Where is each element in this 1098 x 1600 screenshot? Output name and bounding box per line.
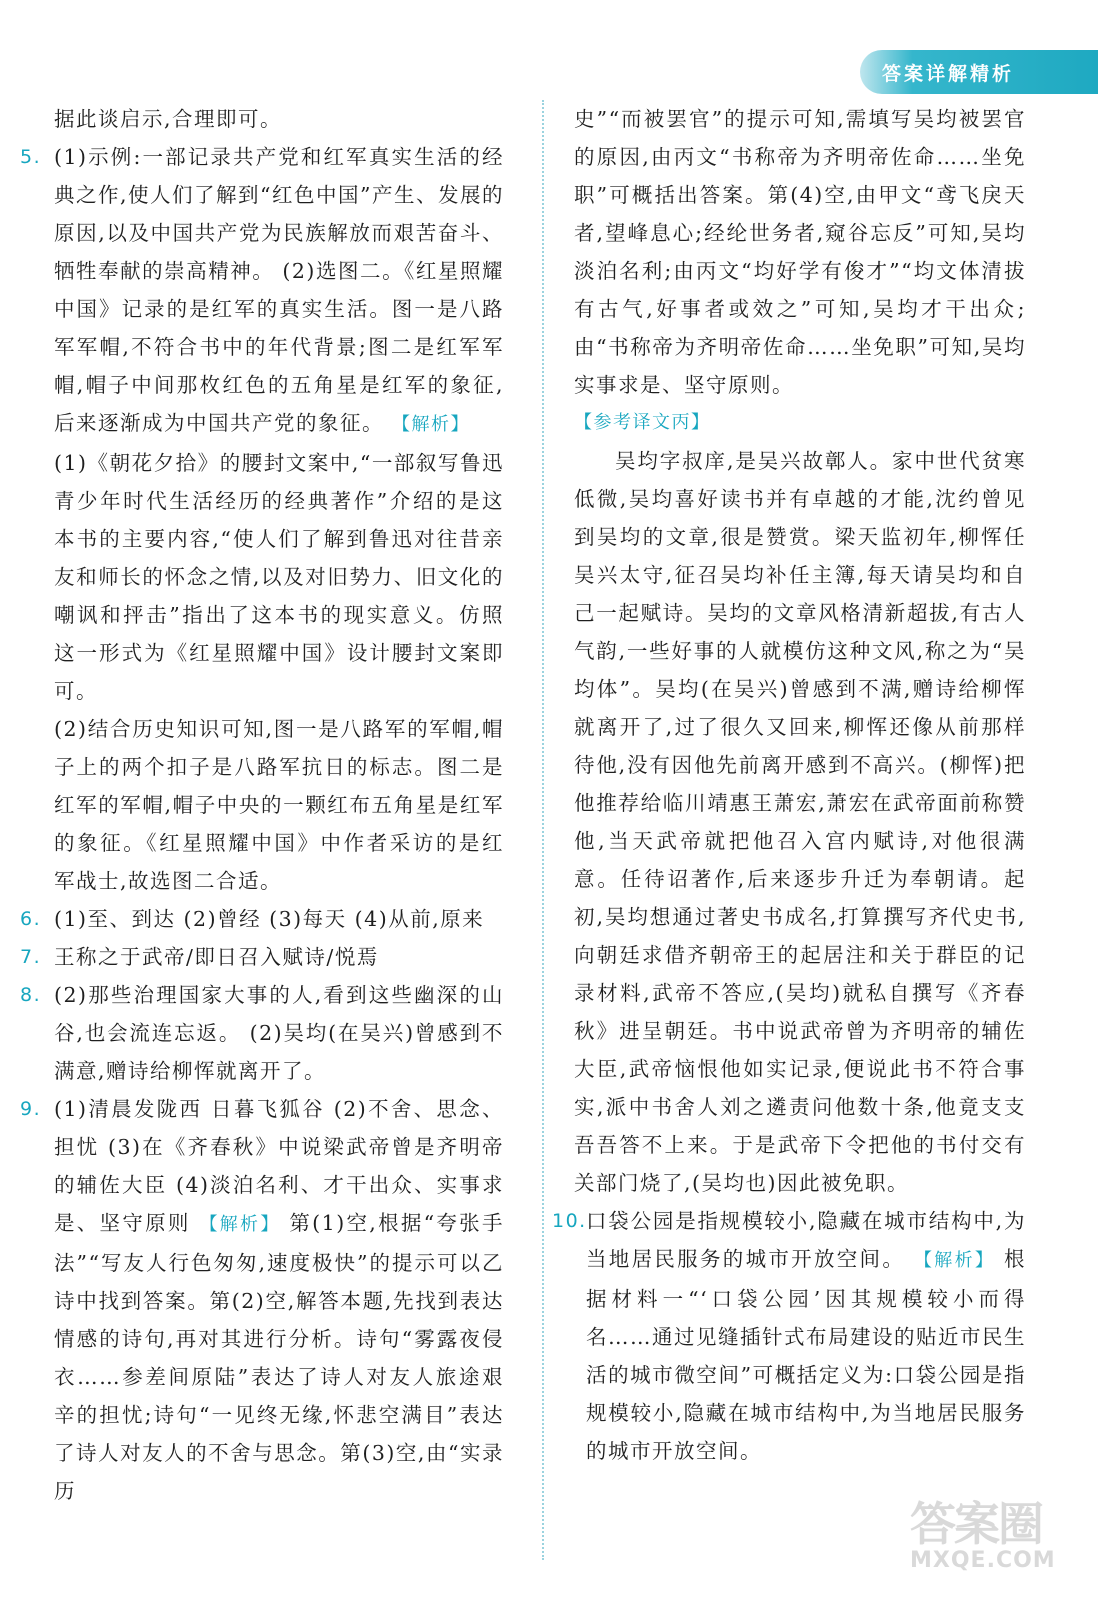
answer-item-8 <box>20 976 504 1090</box>
analysis-body: 第(1)空,根据“夸张手法”“写友人行色匆匆,速度极快”的提示可以乙诗中找到答案。第(2)空,解答本题,先找到表达情感的诗句,再对其进行分析。诗句“雾露夜侵衣……参差间原陆”表达了诗人对友人旅途艰辛的担忧;诗句“一见终无缘,怀悲空满目”表达了诗人对友人的不舍与思念。第(3)空,由“实录历 <box>54 1211 504 1503</box>
translation-text: 吴均字叔庠,是吴兴故鄣人。家中世代贫寒低微,吴均喜好读书并有卓越的才能,沈约曾见到吴均的文章,很是赞赏。梁天监初年,柳恽任吴兴太守,征召吴均补任主簿,每天请吴均和自己一起赋诗。吴均的文章风格清新超拔,有古人气韵,一些好事的人就模仿这种文风,称之为“吴均体”。吴均(在吴兴)曾感到不满,赠诗给柳恽就离开了,过了很久又回来,柳恽还像从前那样待他,没有因他先前离开感到不高兴。(柳恽)把他推荐给临川靖惠王萧宏,萧宏在武帝面前称赞他,当天武帝就把他召入宫内赋诗,对他很满意。任待诏著作,后来逐步升迁为奉朝请。起初,吴均想通过著史书成名,打算撰写齐代史书,向朝廷求借齐朝帝王的起居注和关于群臣的记录材料,武帝不答应,(吴均)就私自撰写《齐春秋》进呈朝廷。书中说武帝曾为齐明帝的辅佐大臣,武帝恼恨他如实记录,便说此书不符合事实,派中书舍人刘之遴责问他数十条,他竟支支吾吾答不上来。于是武帝下令把他的书付交有关部门烧了,(吴均也)因此被免职。 <box>574 449 1026 1195</box>
column-divider <box>542 100 544 1560</box>
analysis-text: (2)结合历史知识可知,图一是八路军的军帽,帽子上的两个扣子是八路军抗日的标志。图二是红军的军帽,帽子中央的一颗红布五角星是红军的象征。《红星照耀中国》中作者采访的是红军战士,故选图二合适。 <box>54 717 504 893</box>
answer-item-10 <box>552 1202 1026 1470</box>
item-number: 7. <box>20 946 42 968</box>
item-number: 10. <box>552 1210 587 1232</box>
answer-item-5 <box>20 138 504 900</box>
answer-text: (1)至、到达 (2)曾经 (3)每天 (4)从前,原来 <box>54 907 485 931</box>
answer-text: (2)那些治理国家大事的人,看到这些幽深的山谷,也会流连忘返。 (2)吴均(在吴兴)曾感到不满意,赠诗给柳恽就离开了。 <box>54 983 504 1083</box>
item-number: 8. <box>20 984 42 1006</box>
watermark-logo <box>910 1488 1070 1588</box>
answer-body: (1)清晨发陇西 日暮飞狐谷 (2)不舍、思念、担忧 (3)在《齐春秋》中说梁武帝曾是齐明帝的辅佐大臣 (4)淡泊名利、才干出众、实事求是、坚守原则 <box>54 1097 504 1235</box>
answer-body: (1)示例:一部记录共产党和红军真实生活的经典之作,使人们了解到“红色中国”产生、发展的原因,以及中国共产党为民族解放而艰苦奋斗、牺牲奉献的崇高精神。 (2)选图二。《红星照耀中国》记录的是红军的真实生活。图一是八路军军帽,不符合书中的年代背景;图二是红军军帽,帽子中间那枚红色的五角星是红军的象征,后来逐渐成为中国共产党的象征。 <box>54 145 504 435</box>
left-column <box>20 100 504 1510</box>
answer-text: 王称之于武帝/即日召入赋诗/悦焉 <box>54 945 379 969</box>
item-number: 5. <box>20 146 42 168</box>
item-number: 6. <box>20 908 42 930</box>
paragraph-continuation: 史”“而被罢官”的提示可知,需填写吴均被罢官的原因,由丙文“书称帝为齐明帝佐命……坐免职”可概括出答案。第(4)空,由甲文“鸢飞戾天者,望峰息心;经纶世务者,窥谷忘反”可知,吴均淡泊名利;由丙文“均好学有俊才”“均文体清拔有古气,好事者或效之”可知,吴均才干出众;由“书称帝为齐明帝佐命……坐免职”可知,吴均实事求是、坚守原则。 <box>574 107 1026 397</box>
badge-text: 答案详解精析 <box>882 63 1015 85</box>
answer-body: 口袋公园是指规模较小,隐藏在城市结构中,为当地居民服务的城市开放空间。 <box>586 1209 1026 1271</box>
answer-text <box>586 1202 1026 1470</box>
reference-translation-tag: 【参考译文丙】 <box>574 412 711 433</box>
answer-item-6 <box>20 900 504 938</box>
analysis-tag: 【解析】 <box>392 414 471 435</box>
analysis-body: 根据材料一“‘口袋公园’因其规模较小而得名……通过见缝插针式布局建设的贴近市民生活的城市微空间”可概括定义为:口袋公园是指规模较小,隐藏在城市结构中,为当地居民服务的城市开放空间。 <box>586 1247 1026 1463</box>
answer-item-9 <box>20 1090 504 1510</box>
section-badge <box>860 50 1098 94</box>
analysis-text: (1)《朝花夕拾》的腰封文案中,“一部叙写鲁迅青少年时代生活经历的经典著作”介绍的是这本书的主要内容,“使人们了解到鲁迅对往昔亲友和师长的怀念之情,以及对旧势力、旧文化的嘲讽和抨击”指出了这本书的现实意义。仿照这一形式为《红星照耀中国》设计腰封文案即可。 <box>54 451 504 703</box>
watermark-line2: MXQE.COM <box>910 1548 1056 1573</box>
answer-item-7 <box>20 938 504 976</box>
analysis-tag: 【解析】 <box>913 1250 996 1271</box>
item-number: 9. <box>20 1098 42 1120</box>
right-column <box>552 100 1026 1470</box>
answer-text <box>54 138 504 444</box>
paragraph-continuation: 据此谈启示,合理即可。 <box>54 107 283 131</box>
answer-text <box>54 1090 504 1510</box>
analysis-tag: 【解析】 <box>199 1214 281 1235</box>
watermark-line1: 答案圈 <box>910 1497 1042 1551</box>
